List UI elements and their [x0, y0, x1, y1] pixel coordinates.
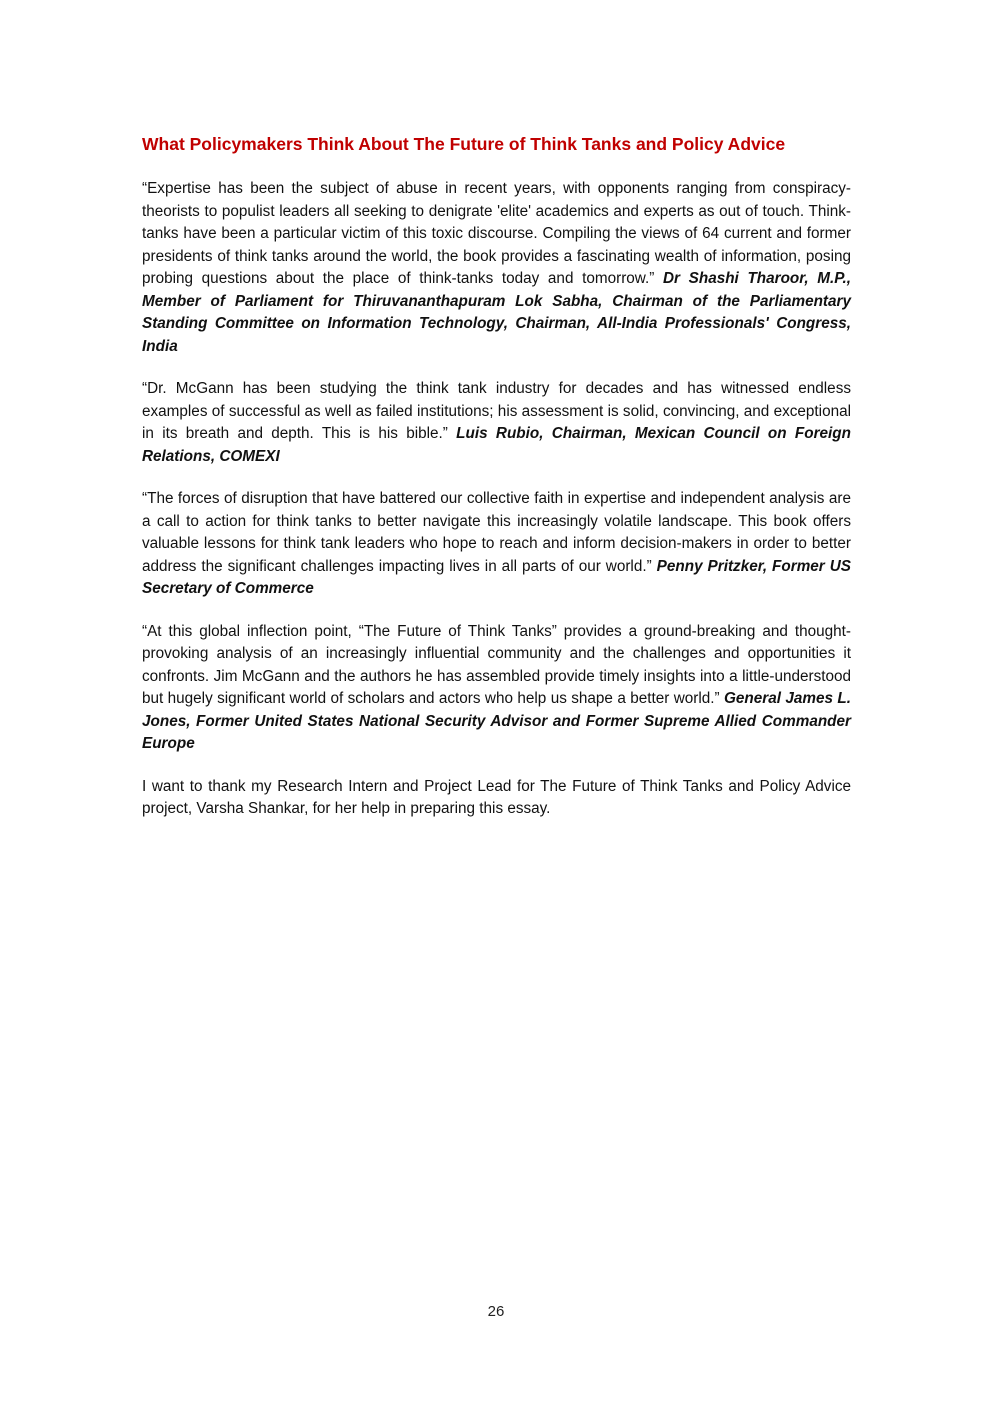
page-number: 26 [487, 1303, 505, 1320]
quote-paragraph [142, 621, 851, 756]
quote-paragraph [142, 488, 851, 601]
quote-attribution: Penny Pritzker, Former US Secretary of Commerce [142, 557, 851, 597]
quote-text: “Expertise has been the subject of abuse in recent years, with opponents ranging from conspiracy-theorists to populist leaders all seeking to denigrate 'elite' academics and experts as out of touch. Think-tanks have been a particular victim of this toxic discourse. Compiling the views of 64 current and former presidents of think tanks around the world, the book provides a fascinating wealth of information, posing probing questions about the place of think-tanks today and tomorrow.” [142, 180, 851, 287]
quote-paragraph [142, 378, 851, 468]
quote-attribution: Luis Rubio, Chairman, Mexican Council on Foreign Relations, COMEXI [142, 425, 851, 465]
quote-paragraph [142, 178, 851, 358]
quote-text: “The forces of disruption that have battered our collective faith in expertise and independent analysis are a call to action for think tanks to better navigate this increasingly volatile landscape. This book offers valuable lessons for think tank leaders who hope to reach and inform decision-makers in order to better address the significant challenges impacting lives in all parts of our world.” [142, 490, 851, 575]
quote-attribution: Dr Shashi Tharoor, M.P., Member of Parliament for Thiruvananthapuram Lok Sabha, Chairman of the Parliamentary Standing Committee on Information Technology, Chairman, All-India Professionals' Congress, India [142, 270, 852, 355]
acknowledgement-paragraph: I want to thank my Research Intern and Project Lead for The Future of Think Tanks and Policy Advice project, Varsha Shankar, for her help in preparing this essay. [142, 777, 851, 817]
quote-attribution: General James L. Jones, Former United States National Security Advisor and Former Supreme Allied Commander Europe [142, 690, 851, 752]
quote-text: “Dr. McGann has been studying the think tank industry for decades and has witnessed endless examples of successful as well as failed institutions; his assessment is solid, convincing, and exceptional in its breath and depth. This is his bible.” [142, 380, 851, 442]
section-heading: What Policymakers Think About The Future of Think Tanks and Policy Advice [142, 134, 786, 154]
page-content [142, 130, 851, 841]
quote-text: “At this global inflection point, “The Future of Think Tanks” provides a ground-breaking and thought-provoking analysis of an increasingly influential community and the challenges and opportunities it confronts. Jim McGann and the authors he has assembled provide timely insights into a little-understood but hugely significant world of scholars and actors who help us shape a better world.” [142, 622, 851, 707]
